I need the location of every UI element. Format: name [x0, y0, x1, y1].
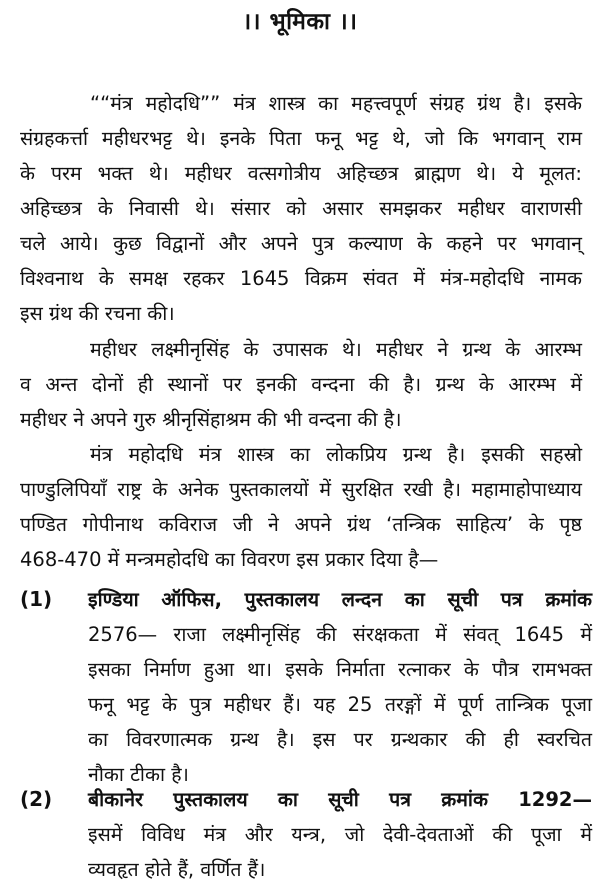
text-line: इसका निर्माण हुआ था। इसके निर्माता रत्नाकर के पौत्र रामभक्त [88, 658, 592, 681]
text-line: इसमें विविध मंत्र और यन्त्र, जो देवी-देवताओं की पूजा में [88, 823, 592, 846]
paragraph-mahidhar [20, 332, 582, 437]
text-line: विश्वनाथ के समक्ष रहकर 1645 विक्रम संवत में मंत्र-महोदधि नामक [20, 267, 582, 290]
paragraph-manuscripts [20, 437, 582, 577]
text-line: 468-470 में मन्त्रमहोदधि का विवरण इस प्रकार दिया है— [20, 548, 439, 571]
text-line: चले आये। कुछ विद्वानों और अपने पुत्र कल्याण के कहने पर भगवान् [20, 232, 582, 255]
list-item-body [88, 782, 592, 887]
text-line: महीधर लक्ष्मीनृसिंह के उपासक थे। महीधर ने ग्रन्थ के आरम्भ [90, 338, 582, 361]
text-line: महीधर ने अपने गुरु श्रीनृसिंहाश्रम की भी वन्दना की है। [20, 408, 402, 431]
list-item-heading: बीकानेर पुस्तकालय का सूची पत्र क्रमांक 1292— [88, 788, 592, 811]
text-line: अहिच्छत्र के निवासी थे। संसार को असार समझकर महीधर वाराणसी [20, 197, 582, 220]
text-line: मंत्र महोदधि मंत्र शास्त्र का लोकप्रिय ग्रन्थ है। इसकी सहस्रो [90, 443, 582, 466]
list-item-number: (1) [20, 587, 53, 611]
text-line: संग्रहकर्त्ता महीधरभट्ट थे। इनके पिता फनू भट्ट थे, जो कि भगवान् राम [20, 127, 582, 150]
text-line: फनू भट्ट के पुत्र महीधर हैं। यह 25 तरङ्गों में पूर्ण तान्त्रिक पूजा [88, 693, 592, 716]
list-item-body [88, 582, 592, 792]
text-line: व्यवहृत होते हैं, वर्णित हैं। [88, 858, 266, 881]
text-line: व अन्त दोनों ही स्थानों पर इनकी वन्दना की है। ग्रन्थ के आरम्भ में [20, 373, 582, 396]
text-line: 2576— राजा लक्ष्मीनृसिंह की संरक्षकता में संवत् 1645 में [88, 623, 592, 646]
text-line: का विवरणात्मक ग्रन्थ है। इस पर ग्रन्थकार की ही स्वरचित [88, 728, 592, 751]
paragraph-intro [20, 86, 582, 331]
text-line: इस ग्रंथ की रचना की। [20, 302, 175, 325]
text-line: पाण्डुलिपियाँ राष्ट्र के अनेक पुस्तकालयों में सुरक्षित रखी है। महामाहोपाध्याय [20, 478, 582, 501]
list-item-number: (2) [20, 787, 53, 811]
text-line: नौका टीका है। [88, 763, 189, 786]
list-item-heading: इण्डिया ऑफिस, पुस्तकालय लन्दन का सूची पत्र क्रमांक [88, 588, 592, 611]
text-line: के परम भक्त थे। महीधर वत्सगोत्रीय अहिच्छत्र ब्राह्मण थे। ये मूलत: [20, 162, 582, 185]
text-line: पण्डित गोपीनाथ कविराज जी ने अपने ग्रंथ ‘तन्त्रिक साहित्य’ के पृष्ठ [20, 513, 582, 536]
text-line: ““मंत्र महोदधि”” मंत्र शास्त्र का महत्त्वपूर्ण संग्रह ग्रंथ है। इसके [90, 92, 582, 115]
page-title: ।। भूमिका ।। [242, 9, 358, 35]
